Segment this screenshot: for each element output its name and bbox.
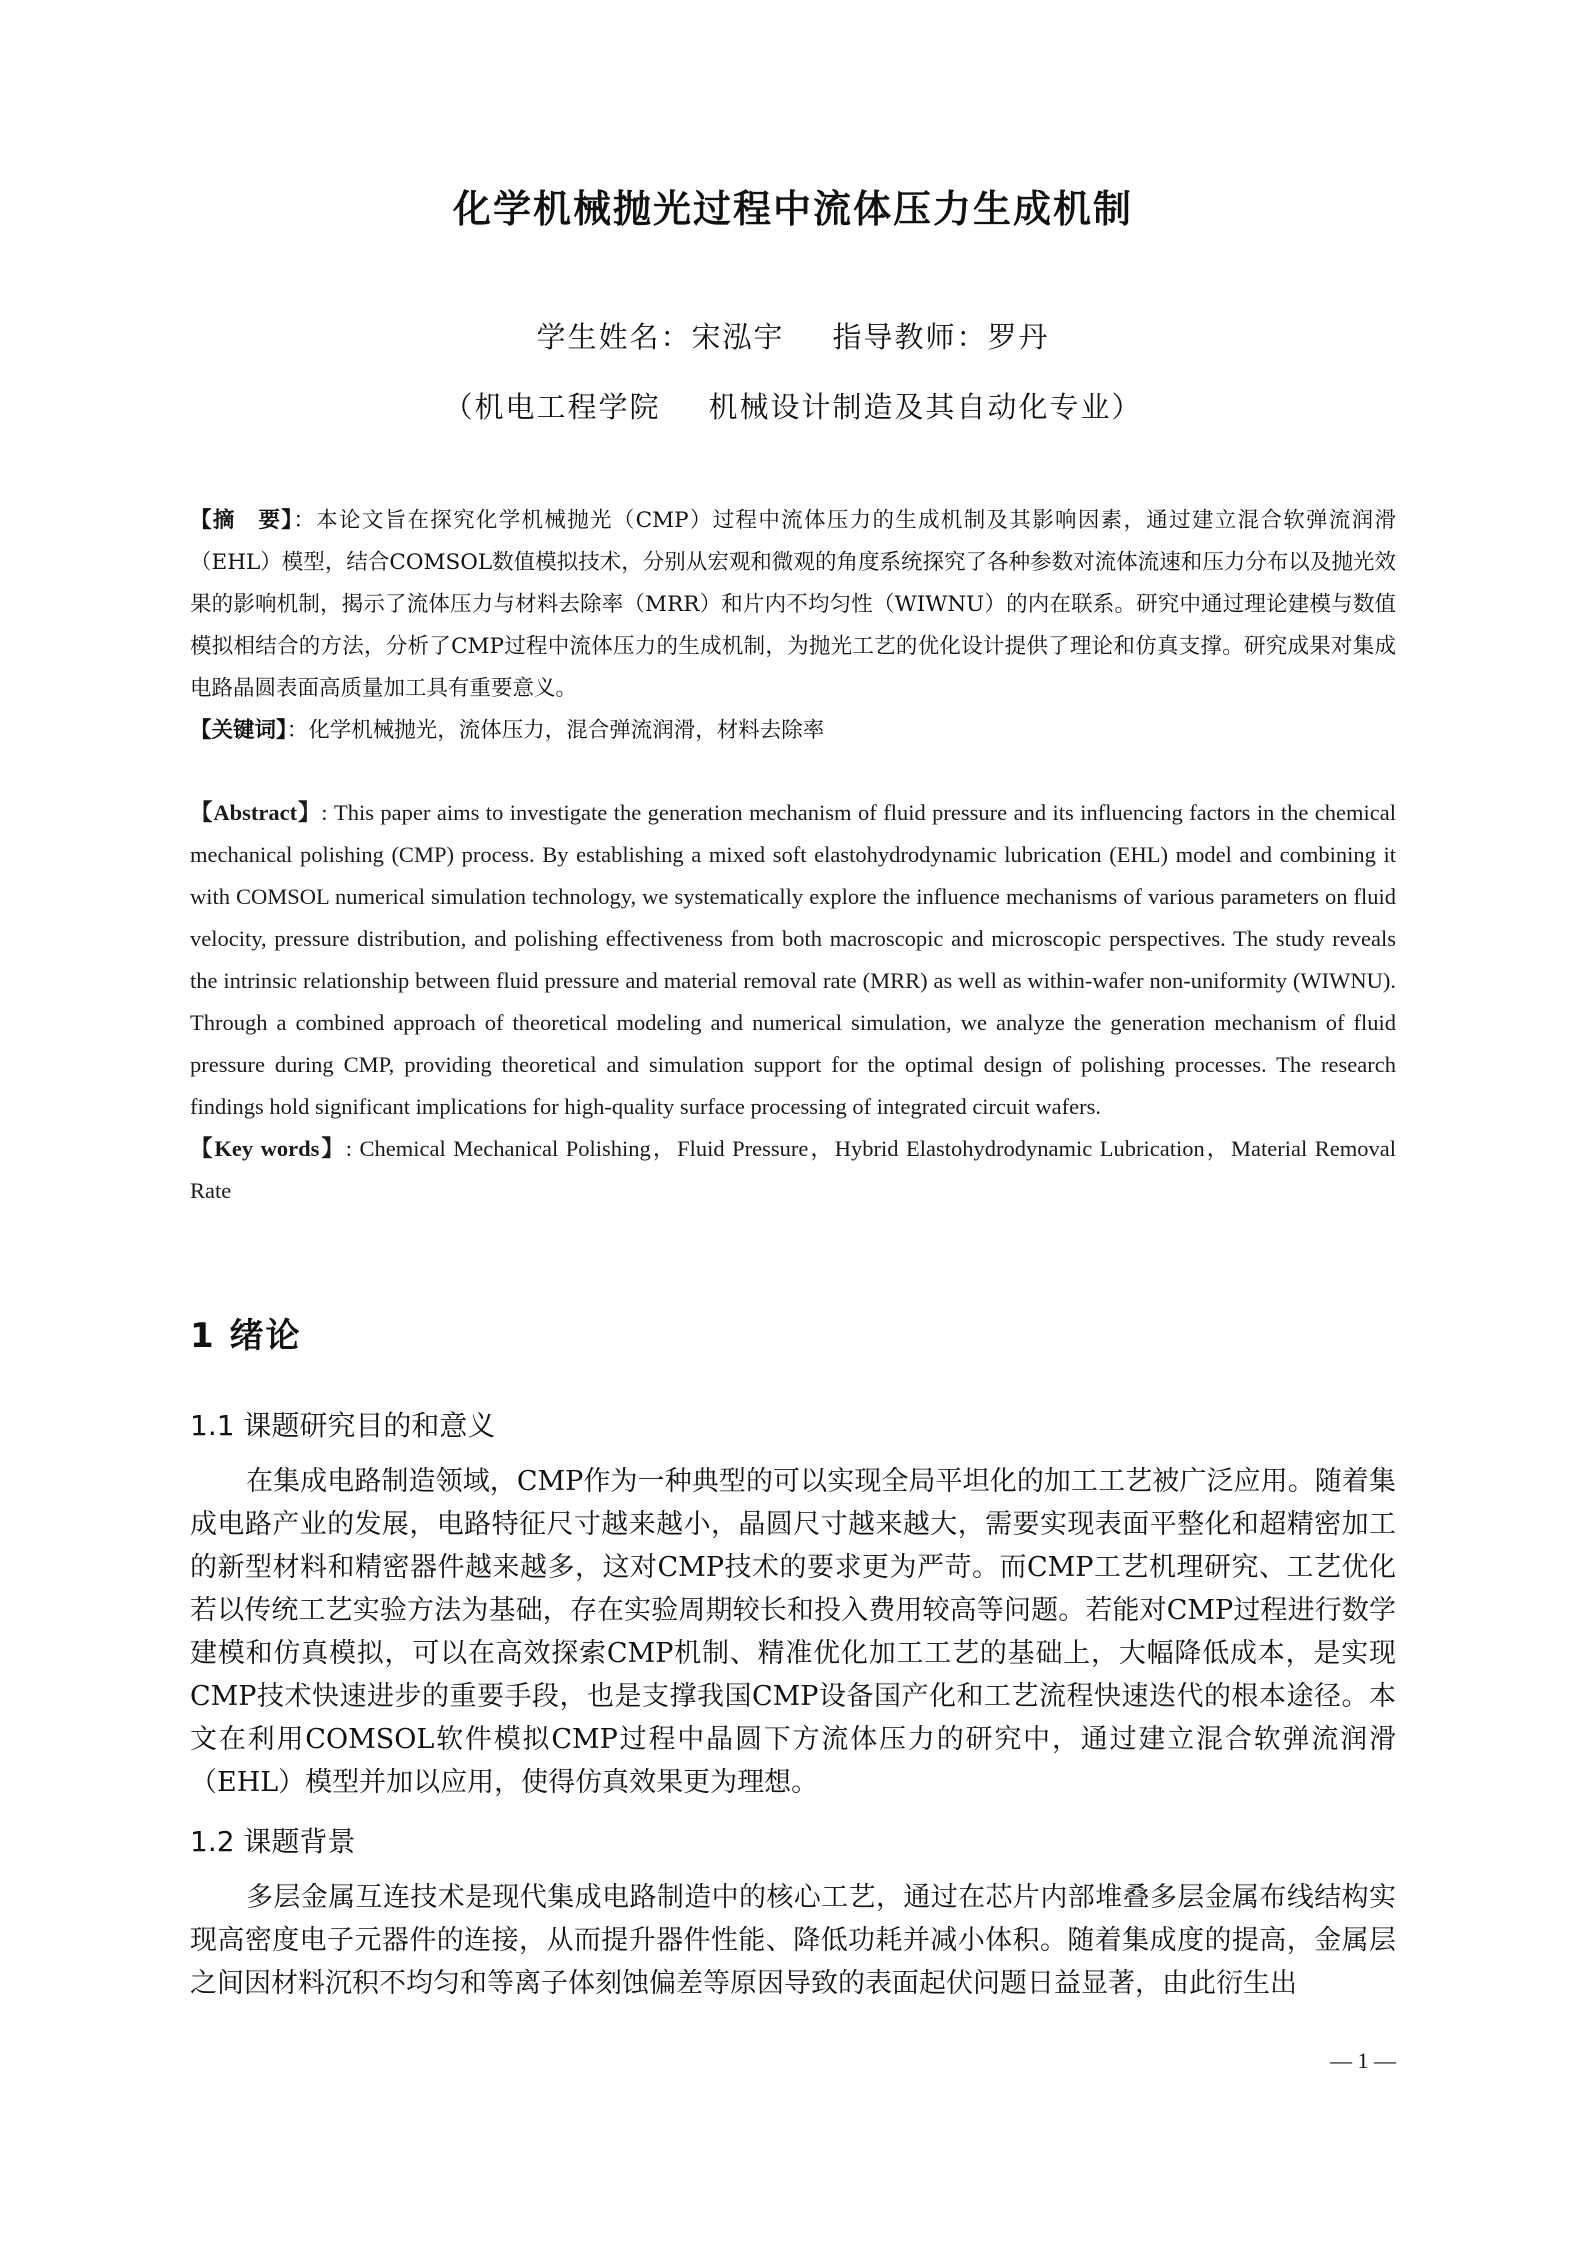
major-name: 机械设计制造及其自动化专业 xyxy=(708,390,1112,424)
college-name: 机电工程学院 xyxy=(474,390,661,424)
keywords-en-text: : Chemical Mechanical Polishing，Fluid Pressure，Hybrid Elastohydrodynamic Lubrication，Material Removal Rate xyxy=(190,1136,1397,1203)
page-number: — 1 — xyxy=(1330,2048,1396,2073)
english-abstract xyxy=(190,792,1396,1212)
paper-title: 化学机械抛光过程中流体压力生成机制 xyxy=(452,187,1133,231)
student-label: 学生姓名： xyxy=(536,320,692,354)
abstract-en-text: : This paper aims to investigate the generation mechanism of fluid pressure and its influencing factors in the chemical mechanical polishing (CMP) process. By establishing a mixed soft elastohydrodynamic lubrication (EHL) model and combining it with COMSOL numerical simulation technology, we systematically explore the influence mechanisms of various parameters on fluid velocity, pressure distribution, and polishing effectiveness from both macroscopic and microscopic perspectives. The study reveals the intrinsic relationship between fluid pressure and material removal rate (MRR) as well as within-wafer non-uniformity (WIWNU). Through a combined approach of theoretical modeling and numerical simulation, we analyze the generation mechanism of fluid pressure during CMP, providing theoretical and simulation support for the optimal design of polishing processes. The research findings hold significant implications for high-quality surface processing of integrated circuit wafers. xyxy=(190,800,1396,1119)
abstract-cn-label: 【摘 要】 xyxy=(190,508,294,533)
chinese-abstract xyxy=(190,500,1396,752)
keywords-cn-label: 【关键词】 xyxy=(190,718,287,743)
subsection-heading-purpose: 1.1 课题研究目的和意义 xyxy=(190,1409,496,1442)
affiliation-open-paren: （ xyxy=(443,390,475,424)
advisor-name: 罗丹 xyxy=(987,320,1050,354)
abstract-en-label: 【Abstract】 xyxy=(190,800,322,825)
author-line xyxy=(0,315,1586,356)
advisor-label: 指导教师： xyxy=(832,320,988,354)
affiliation-line xyxy=(0,385,1586,426)
abstract-cn-paragraph xyxy=(190,500,1396,710)
body-paragraph-purpose: 在集成电路制造领域，CMP作为一种典型的可以实现全局平坦化的加工工艺被广泛应用。随着集成电路产业的发展，电路特征尺寸越来越小，晶圆尺寸越来越大，需要实现表面平整化和超精密加工的新型材料和精密器件越来越多，这对CMP技术的要求更为严苛。而CMP工艺机理研究、工艺优化若以传统工艺实验方法为基础，存在实验周期较长和投入费用较高等问题。若能对CMP过程进行数学建模和仿真模拟，可以在高效探索CMP机制、精准优化加工工艺的基础上，大幅降低成本，是实现CMP技术快速进步的重要手段，也是支撑我国CMP设备国产化和工艺流程快速迭代的根本途径。本文在利用COMSOL软件模拟CMP过程中晶圆下方流体压力的研究中，通过建立混合软弹流润滑（EHL）模型并加以应用，使得仿真效果更为理想。 xyxy=(190,1466,1396,1798)
abstract-cn-text: ：本论文旨在探究化学机械抛光（CMP）过程中流体压力的生成机制及其影响因素，通过建立混合软弹流润滑（EHL）模型，结合COMSOL数值模拟技术，分别从宏观和微观的角度系统探究了各种参数对流体流速和压力分布以及抛光效果的影响机制，揭示了流体压力与材料去除率（MRR）和片内不均匀性（WIWNU）的内在联系。研究中通过理论建模与数值模拟相结合的方法，分析了CMP过程中流体压力的生成机制，为抛光工艺的优化设计提供了理论和仿真支撑。研究成果对集成电路晶圆表面高质量加工具有重要意义。 xyxy=(190,508,1396,701)
abstract-en-paragraph xyxy=(190,792,1396,1128)
subsection-heading-background: 1.2 课题背景 xyxy=(190,1825,356,1858)
affiliation-close-paren: ） xyxy=(1111,390,1143,424)
keywords-cn-text: ：化学机械抛光，流体压力，混合弹流润滑，材料去除率 xyxy=(286,718,825,743)
body-paragraph-background: 多层金属互连技术是现代集成电路制造中的核心工艺，通过在芯片内部堆叠多层金属布线结构实现高密度电子元器件的连接，从而提升器件性能、降低功耗并减小体积。随着集成度的提高，金属层之间因材料沉积不均匀和等离子体刻蚀偏差等原因导致的表面起伏问题日益显著，由此衍生出 xyxy=(190,1882,1396,1999)
keywords-cn-paragraph xyxy=(190,710,1396,752)
keywords-en-paragraph xyxy=(190,1128,1396,1212)
student-name: 宋泓宇 xyxy=(691,320,785,354)
keywords-en-label: 【Key words】 xyxy=(190,1136,346,1161)
section-heading-introduction: 1 绪论 xyxy=(190,1316,302,1356)
